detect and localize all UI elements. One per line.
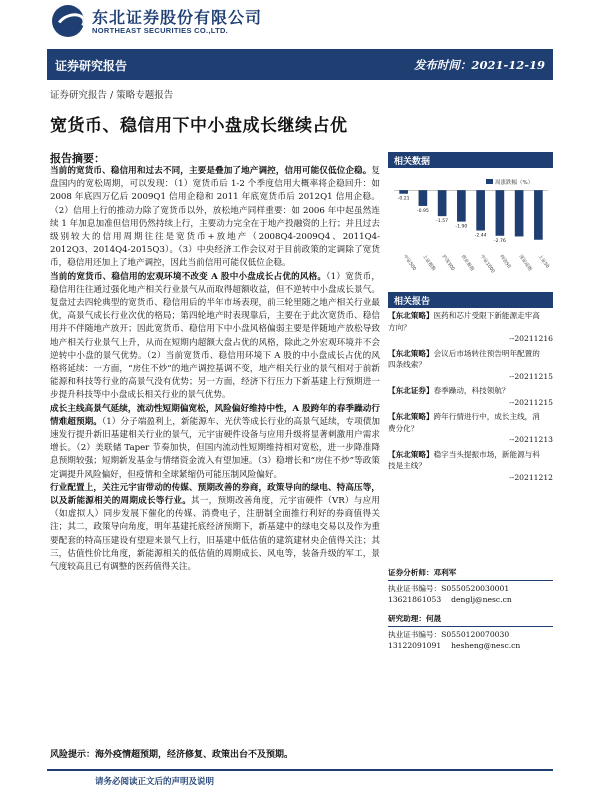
related-reports-list (388, 310, 553, 486)
report-banner (47, 49, 553, 80)
data-label: -2.76 (493, 238, 506, 244)
summary-body (50, 165, 380, 574)
bar (476, 190, 485, 230)
list-item[interactable]: 【东北策略】跨年行情进行中，成长主线，消 费分化？ --20211213 (388, 412, 553, 444)
risk-warning: 风险提示：海外疫情超预期，经济修复、政策出台不及预期。 (50, 750, 294, 760)
summary-heading: 报告摘要： (50, 152, 105, 165)
footer-disclaimer: 请务必阅读正文后的声明及说明 (95, 777, 215, 787)
tick-label: 中证1000 (478, 254, 496, 275)
data-label: -0.95 (416, 208, 429, 214)
analyst-phone: 13621861053 (388, 595, 442, 604)
bar (534, 190, 543, 240)
tick-label: 沪深300 (440, 254, 455, 272)
legend-label: 周涨跌幅（%） (495, 180, 534, 186)
related-reports-heading: 相关报告 (388, 292, 553, 308)
tick-label: 创业板指 (459, 254, 475, 273)
data-label: -1.90 (455, 224, 468, 230)
footer-divider (47, 769, 553, 771)
summary-paragraph: 当前的宽货币、稳信用和过去不同，主要是叠加了地产调控，信用可能仅低位企稳。复盘国内的宽松周期，可以发现：（1）宽货币后 1-2 个季度信用大概率将企稳回升：如 2008 年底四万亿后 2009Q1 信用企稳和 2011 年底宽货币后 2012Q1 信用企稳。（2）信用上行的推动力除了宽货币以外，放松地产同样重要：如 2006 年中起虽然连续 1 年加息加准但信用仍然持续上行，主要动力完全在于地产投融资的上行；并且过去级别较大的信用周期往往是宽货币+放地产（2008Q4-2009Q4、2011Q4-2012Q3、2014Q4-2015Q3）。（3）中央经济工作会议对于目前政策的定调除了宽货币，稳信用还加上了地产调控，因此当前信用可能仅低位企稳。 (50, 166, 380, 269)
assistant-phone: 13122091091 (388, 641, 442, 650)
analyst-name: 证券分析师：邓利军 (388, 568, 457, 577)
company-name-en: NORTHEAST SECURITIES CO.,LTD. (92, 26, 229, 35)
list-item[interactable]: 【东北策略】会议后市场转往预告明年配置的 四条线索？ --20211215 (388, 348, 553, 381)
assistant-name: 研究助理：何晟 (388, 614, 442, 623)
summary-paragraph: 当前的宽货币、稳信用的宏观环境不改变 A 股中小盘成长占优的风格。（1）宽货币，稳信用往往通过强化地产相关行业景气从而取得超额收益，但不逆转中小盘成长景气。复盘过去四轮典型的宽货币、稳信用后的半年市场表现，前三轮里随之地产相关行业最优，高景气成长行业次优的格局；第四轮地产时表现靠后，主要在于此次宽货币、稳信用并不伴随地产放开；因此宽货币、稳信用下中小盘风格偏弱主要是伴随地产放松导致地产相关行业景气上升，从而在短期内超额大盘占优的风格，除此之外宏观环境并不会逆转中小盘的景气优势。（2）当前宽货币、稳信用环境下 A 股的中小盘成长占优的风格将延续：一方面，“房住不炒”的地产调控基调不变，地产相关行业的景气相对于前新能源和科技等行业的高景气没有优势；另一方面，经济下行压力下新基建上行预期进一步提升科技等中小盘成长相关行业的景气优势。 (50, 271, 381, 401)
list-item[interactable]: 【东北策略】稳字当头提振市场，新能源与科 技是主线？ --20211212 (388, 449, 553, 482)
bar (438, 190, 447, 216)
company-logo (52, 5, 282, 37)
tick-label: 深证成指 (517, 254, 533, 273)
data-label: -1.57 (436, 219, 449, 225)
bar (419, 190, 428, 206)
bar-chart (388, 176, 553, 281)
tick-label: 上证指数 (421, 254, 436, 273)
summary-paragraph: 行业配置上，关注元宇宙带动的传媒、预期改善的券商，政策导向的绿电、特高压等，以及新能源相关的周期成长等行业。其一，预期改善角度，元宇宙硬件（VR）与应用（如虚拟人）同步发展下催化的传媒、消费电子，注册制全面推行利好的券商值得关注；其二，政策导向角度，明年基建托底经济预期下，新基建中的绿电交易以及作为重要配套的特高压建设有望迎来景气上行，旧基建中低估值的建筑建材央企值得关注；其三，估值性价比角度，新能源相关的低估值的周期成长、风电等，装备升级的军工，景气度较高且已有调整的医药值得关注。 (50, 482, 380, 573)
list-item[interactable]: 【东北证券】春季躁动，科技领航？ --20211215 (388, 386, 553, 407)
tick-label: 中证500 (401, 254, 417, 272)
divider (388, 626, 553, 627)
weekly-change-chart (388, 176, 553, 281)
list-item[interactable]: 【东北策略】医药和芯片受限下新能源走牢高 方向？ --20211216 (388, 311, 553, 343)
bar (457, 190, 466, 221)
bar (496, 190, 505, 236)
bar (399, 190, 408, 193)
company-name-cn: 东北证券股份有限公司 (92, 8, 263, 27)
assistant-email[interactable]: hesheng@nesc.cn (451, 641, 521, 650)
data-label: -2.44 (474, 233, 487, 239)
legend-swatch (486, 179, 493, 184)
analyst-info (388, 567, 553, 651)
logo-mark-icon (52, 5, 84, 37)
divider (388, 580, 553, 581)
analyst-cert: 执业证书编号：S0550520030001 (388, 584, 510, 593)
related-data-heading: 相关数据 (388, 152, 553, 168)
banner-publish-date: 发布时间：2021-12-19 (413, 58, 545, 72)
analyst-email[interactable]: denglj@nesc.cn (451, 595, 512, 604)
bar (515, 190, 524, 236)
page-title: 宽货币、稳信用下中小盘成长继续占优 (50, 116, 348, 136)
summary-paragraph: 成长主线高景气延续，流动性短期偏宽松，风险偏好维持中性，A 股跨年的春季躁动行情难超预期。（1）分子端盈利上，新能源车、光伏等成长行业的高景气延续，专项债加速发行提升新旧基建相关行业的景气，元宇宙硬件设备与应用升级将显著刺激用户需求增长。（2）美联储 Taper 节奏加快，但国内流动性短期维持相对宽松，进一步降准降息预期较强；短期新发基金与情绪资金流入有望加速。（3）稳增长和“房住不炒”等政策定调提升风险偏好，但疫情和全球紧缩仍可能压制风险偏好。 (50, 403, 380, 480)
assistant-cert: 执业证书编号：S0550120070030 (388, 630, 510, 639)
tick-label: 科创50 (498, 254, 511, 270)
banner-report-type: 证券研究报告 (55, 59, 128, 73)
tick-label: 上证50 (536, 254, 550, 270)
data-label: -0.21 (397, 196, 410, 202)
breadcrumb: 证券研究报告 / 策略专题报告 (50, 90, 174, 101)
